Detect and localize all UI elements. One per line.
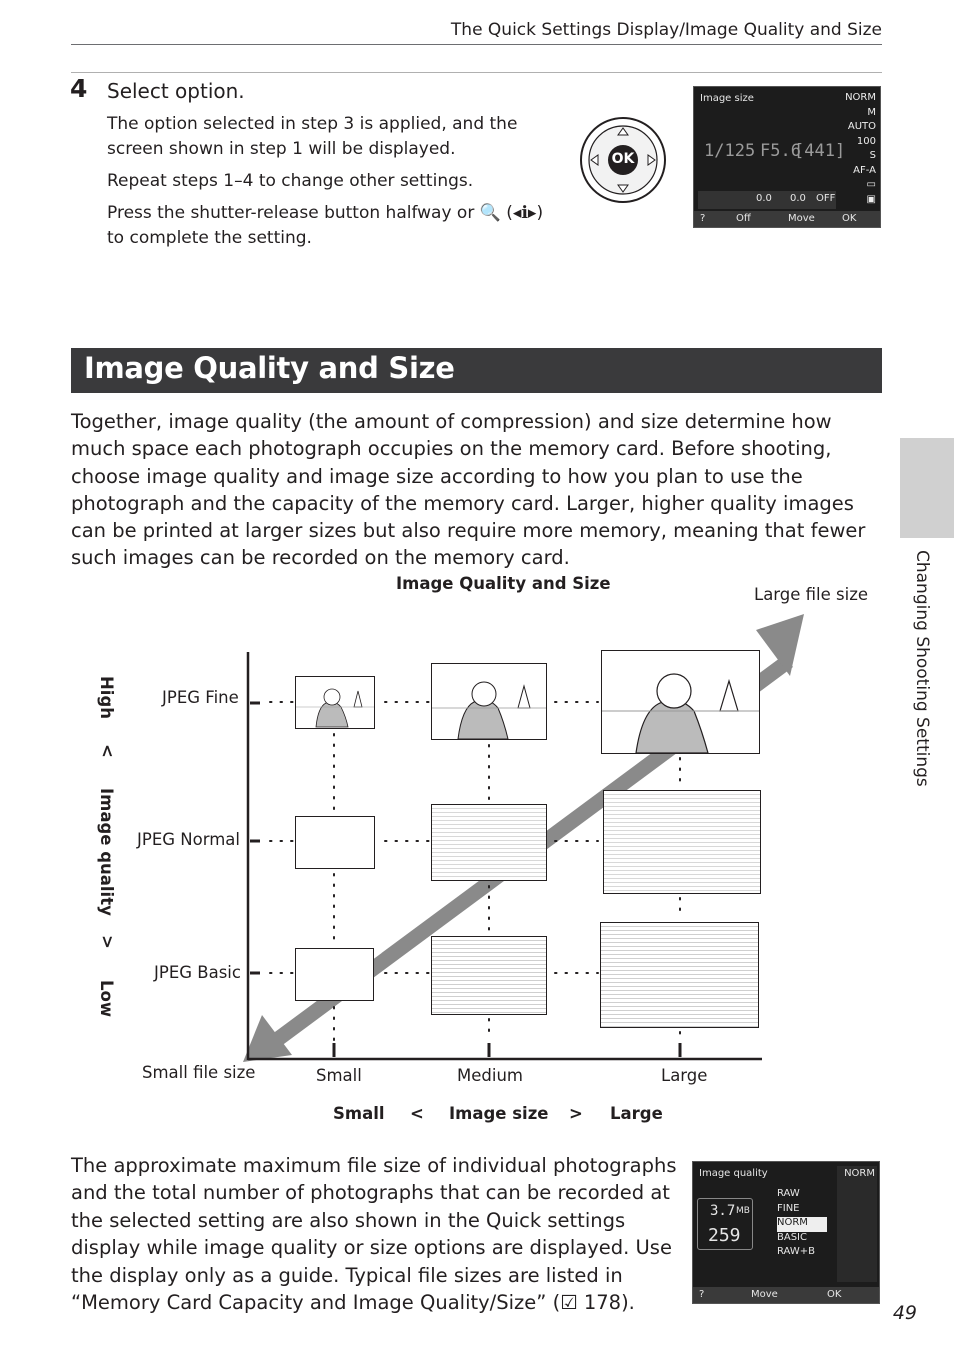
header-rule [71, 44, 882, 45]
lcd-side-area: ▭ [866, 179, 876, 190]
lcd-title: Image size [700, 93, 754, 104]
lcd2-count: 259 [708, 1225, 741, 1246]
quick-settings-display-image-quality [692, 1161, 880, 1304]
intro-paragraph: Together, image quality (the amount of compression) and size determine how much space each photograph occupies on the memory card. Before shooting, choose image quality and image size according to how you plan to use the photograph and the capacity of the memory card. Larger, higher quality images can be printed at larger sizes but also require more memory, meaning that fewer such images can be recorded on the memory card. [71, 410, 866, 570]
outro-paragraph: The approximate maximum file size of individual photographs and the total number of photographs that can be recorded at the selected setting are also shown in the Quick settings display while image quality or size options are displayed. Use the display only as a guide. Typical file sizes are listed in “Memory Card Capacity and Image Quality/Size” (☑ 178). [71, 1154, 677, 1315]
y-axis-high: High [97, 676, 116, 720]
page-number: 49 [892, 1302, 917, 1324]
lcd2-option-basic[interactable]: BASIC [777, 1231, 807, 1243]
step-number: 4 [70, 74, 88, 103]
lcd2-footer [693, 1287, 879, 1303]
chapter-tab-label: Changing Shooting Settings [912, 550, 932, 787]
x-axis-label: Image size [449, 1104, 549, 1123]
lcd2-size-box [697, 1198, 753, 1250]
lcd-side-quality: NORM [845, 92, 876, 103]
multi-selector-icon [579, 116, 667, 204]
step-paragraph-2: Repeat steps 1–4 to change other settings. [107, 171, 474, 191]
help-icon: ? [700, 213, 706, 224]
thumb-normal-large [603, 790, 761, 894]
step-paragraph-3: Press the shutter-release button halfway or 🔍 (◂ℹ▸) to complete the setting. [107, 203, 544, 248]
lcd2-option-rawb[interactable]: RAW+B [777, 1246, 815, 1257]
lcd-flash-comp: 0.0 [790, 193, 806, 204]
col-label-medium: Medium [457, 1066, 523, 1085]
help-icon: ? [699, 1289, 705, 1300]
col-label-large: Large [661, 1066, 708, 1085]
lcd2-option-raw[interactable]: RAW [777, 1188, 800, 1199]
lcd-footer-move: Move [788, 213, 815, 224]
header-rule-secondary [71, 72, 882, 73]
lcd2-option-norm[interactable]: NORM [777, 1217, 827, 1232]
lcd-side-metering: ▣ [866, 193, 876, 205]
lcd2-side-quality: NORM [844, 1168, 875, 1179]
large-file-size-label: Large file size [754, 585, 869, 604]
thumb-fine-medium [431, 663, 547, 740]
row-label-fine: JPEG Fine [162, 688, 239, 707]
x-axis-small: Small [333, 1104, 385, 1123]
x-axis-large: Large [610, 1104, 663, 1123]
lcd-settings-strip [698, 191, 836, 209]
lcd2-side-column [837, 1166, 877, 1282]
lcd-exp-comp: 0.0 [756, 193, 772, 204]
step-title: Select option. [107, 79, 245, 103]
y-axis-gt: > [98, 935, 117, 949]
y-axis-low: Low [97, 980, 116, 1018]
lcd-aperture: F5.6 [760, 141, 801, 161]
thumb-basic-large [600, 922, 759, 1028]
lcd-footer [694, 211, 880, 227]
chapter-tab [900, 438, 954, 538]
lcd-frames: [441] [794, 141, 846, 161]
lcd-side-af: AF-A [853, 164, 876, 176]
lcd-side-iso: 100 [856, 135, 876, 147]
lcd2-footer-move: Move [751, 1289, 778, 1300]
x-axis-lt: < [410, 1104, 424, 1123]
diagram-title: Image Quality and Size [396, 574, 611, 593]
lcd-side-column [840, 91, 878, 205]
lcd2-unit: MB [736, 1206, 750, 1216]
lcd-side-wb: AUTO [847, 121, 876, 132]
lcd2-footer-ok: OK [827, 1289, 842, 1300]
thumb-normal-medium [431, 804, 547, 881]
lcd-footer-ok: OK [842, 213, 857, 224]
lcd2-title: Image quality [699, 1168, 768, 1179]
x-axis-gt: > [569, 1104, 583, 1123]
y-axis-lt: < [98, 744, 117, 758]
lcd-shutter: 1/125 [704, 141, 756, 161]
lcd2-options-list [777, 1188, 827, 1261]
lcd-footer-off: Off [736, 213, 751, 224]
col-label-small: Small [316, 1066, 362, 1085]
lcd2-size: 3.7 [710, 1203, 736, 1219]
thumb-fine-small [295, 676, 375, 729]
thumb-normal-small [295, 816, 375, 869]
lcd2-option-fine[interactable]: FINE [777, 1202, 800, 1214]
row-label-normal: JPEG Normal [137, 830, 240, 849]
lcd-side-size: M [867, 106, 876, 118]
running-header: The Quick Settings Display/Image Quality and Size [450, 20, 882, 40]
y-axis-label: Image quality [97, 788, 116, 916]
thumb-basic-small [295, 948, 374, 1001]
lcd-adl: OFF [816, 193, 836, 204]
thumb-fine-large [601, 650, 760, 754]
ok-button-label: OK [611, 151, 635, 167]
section-title: Image Quality and Size [84, 351, 455, 385]
quick-settings-display-image-size [693, 86, 881, 228]
thumb-basic-medium [431, 936, 547, 1015]
small-file-size-label: Small file size [142, 1063, 256, 1082]
lcd-side-release: S [869, 150, 876, 161]
section-banner [71, 348, 882, 393]
step-paragraph-1: The option selected in step 3 is applied, and the screen shown in step 1 will be displayed. [107, 114, 518, 159]
row-label-basic: JPEG Basic [154, 963, 241, 982]
